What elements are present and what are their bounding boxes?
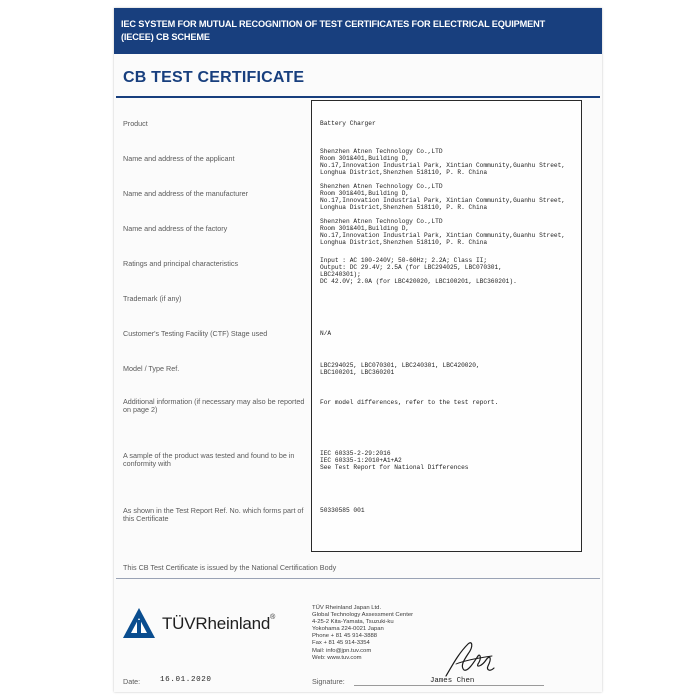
issuing-body-note: This CB Test Certificate is issued by the National Certification Body xyxy=(123,563,337,572)
sample-label: A sample of the product was tested and found to be in conformity with xyxy=(123,451,295,469)
ctf-label: Customer's Testing Facility (CTF) Stage used xyxy=(123,329,268,338)
applicant-label: Name and address of the applicant xyxy=(123,154,235,163)
logo-wordmark xyxy=(162,614,275,634)
manufacturer-label: Name and address of the manufacturer xyxy=(123,189,249,198)
date-label: Date: xyxy=(123,677,141,686)
header-line-2: (IECEE) CB SCHEME xyxy=(121,32,210,42)
signer-name: James Chen xyxy=(430,677,475,685)
footer-divider xyxy=(116,578,600,579)
tuv-rheinland-logo xyxy=(122,604,302,644)
ratings-label: Ratings and principal characteristics xyxy=(123,259,239,268)
model-label: Model / Type Ref. xyxy=(123,364,180,373)
signature-line xyxy=(354,685,544,686)
title-divider xyxy=(116,96,600,98)
date-value: 16.01.2020 xyxy=(160,676,212,684)
product-label: Product xyxy=(123,119,148,128)
applicant-value: Shenzhen Atnen Technology Co.,LTD Room 301&401,Building D, No.17,Innovation Industrial Park, Xintian Community,Guanhu Street, Longhua District,Shenzhen 518110, P. R. China xyxy=(320,148,566,176)
logo-brand-text: TÜVRheinland xyxy=(162,614,271,633)
scheme-header xyxy=(114,8,602,54)
manufacturer-value: Shenzhen Atnen Technology Co.,LTD Room 301&401,Building D, No.17,Innovation Industrial Park, Xintian Community,Guanhu Street, Longhua District,Shenzhen 518110, P. R. China xyxy=(320,183,566,211)
factory-value: Shenzhen Atnen Technology Co.,LTD Room 301&401,Building D, No.17,Innovation Industrial Park, Xintian Community,Guanhu Street, Longhua District,Shenzhen 518110, P. R. China xyxy=(320,218,566,246)
issuer-address: TÜV Rheinland Japan Ltd. Global Technology Assessment Center 4-25-2 Kita-Yamata, Tsuzuki-ku Yokohama 224-0021 Japan Phone + 81 45 914-3888 Fax + 81 45 914-3354 Mail: info@jpn.tuv.com Web: www.tuv.com xyxy=(312,605,414,661)
ctf-value: N/A xyxy=(320,330,332,337)
model-value: LBC294025, LBC070301, LBC240301, LBC420020, LBC100201, LBC360201 xyxy=(320,362,480,376)
report-value: 50330585 001 xyxy=(320,507,365,514)
additional-info-value: For model differences, refer to the test report. xyxy=(320,399,499,406)
report-label: As shown in the Test Report Ref. No. which forms part of this Certificate xyxy=(123,506,304,524)
ratings-value: Input : AC 100-240V; 50-60Hz; 2.2A; Class II; Output: DC 29.4V; 2.5A (for LBC294025, LBC070301, LBC240301); DC 42.0V; 2.0A (for LBC420020, LBC100201, LBC360201). xyxy=(320,257,517,285)
product-value: Battery Charger xyxy=(320,120,376,127)
certificate-sheet xyxy=(114,8,602,692)
certificate-title: CB TEST CERTIFICATE xyxy=(123,69,305,86)
trademark-label: Trademark (if any) xyxy=(123,294,182,303)
sample-value: IEC 60335-2-29:2016 IEC 60335-1:2010+A1+A2 See Test Report for National Differences xyxy=(320,450,469,471)
registered-mark: ® xyxy=(270,614,276,621)
tuv-triangle-icon xyxy=(122,606,156,640)
signature-label: Signature: xyxy=(312,677,345,686)
header-line-1: IEC SYSTEM FOR MUTUAL RECOGNITION OF TEST CERTIFICATES FOR ELECTRICAL EQUIPMENT xyxy=(121,19,546,29)
additional-info-label: Additional information (if necessary may also be reported on page 2) xyxy=(123,397,305,415)
factory-label: Name and address of the factory xyxy=(123,224,228,233)
